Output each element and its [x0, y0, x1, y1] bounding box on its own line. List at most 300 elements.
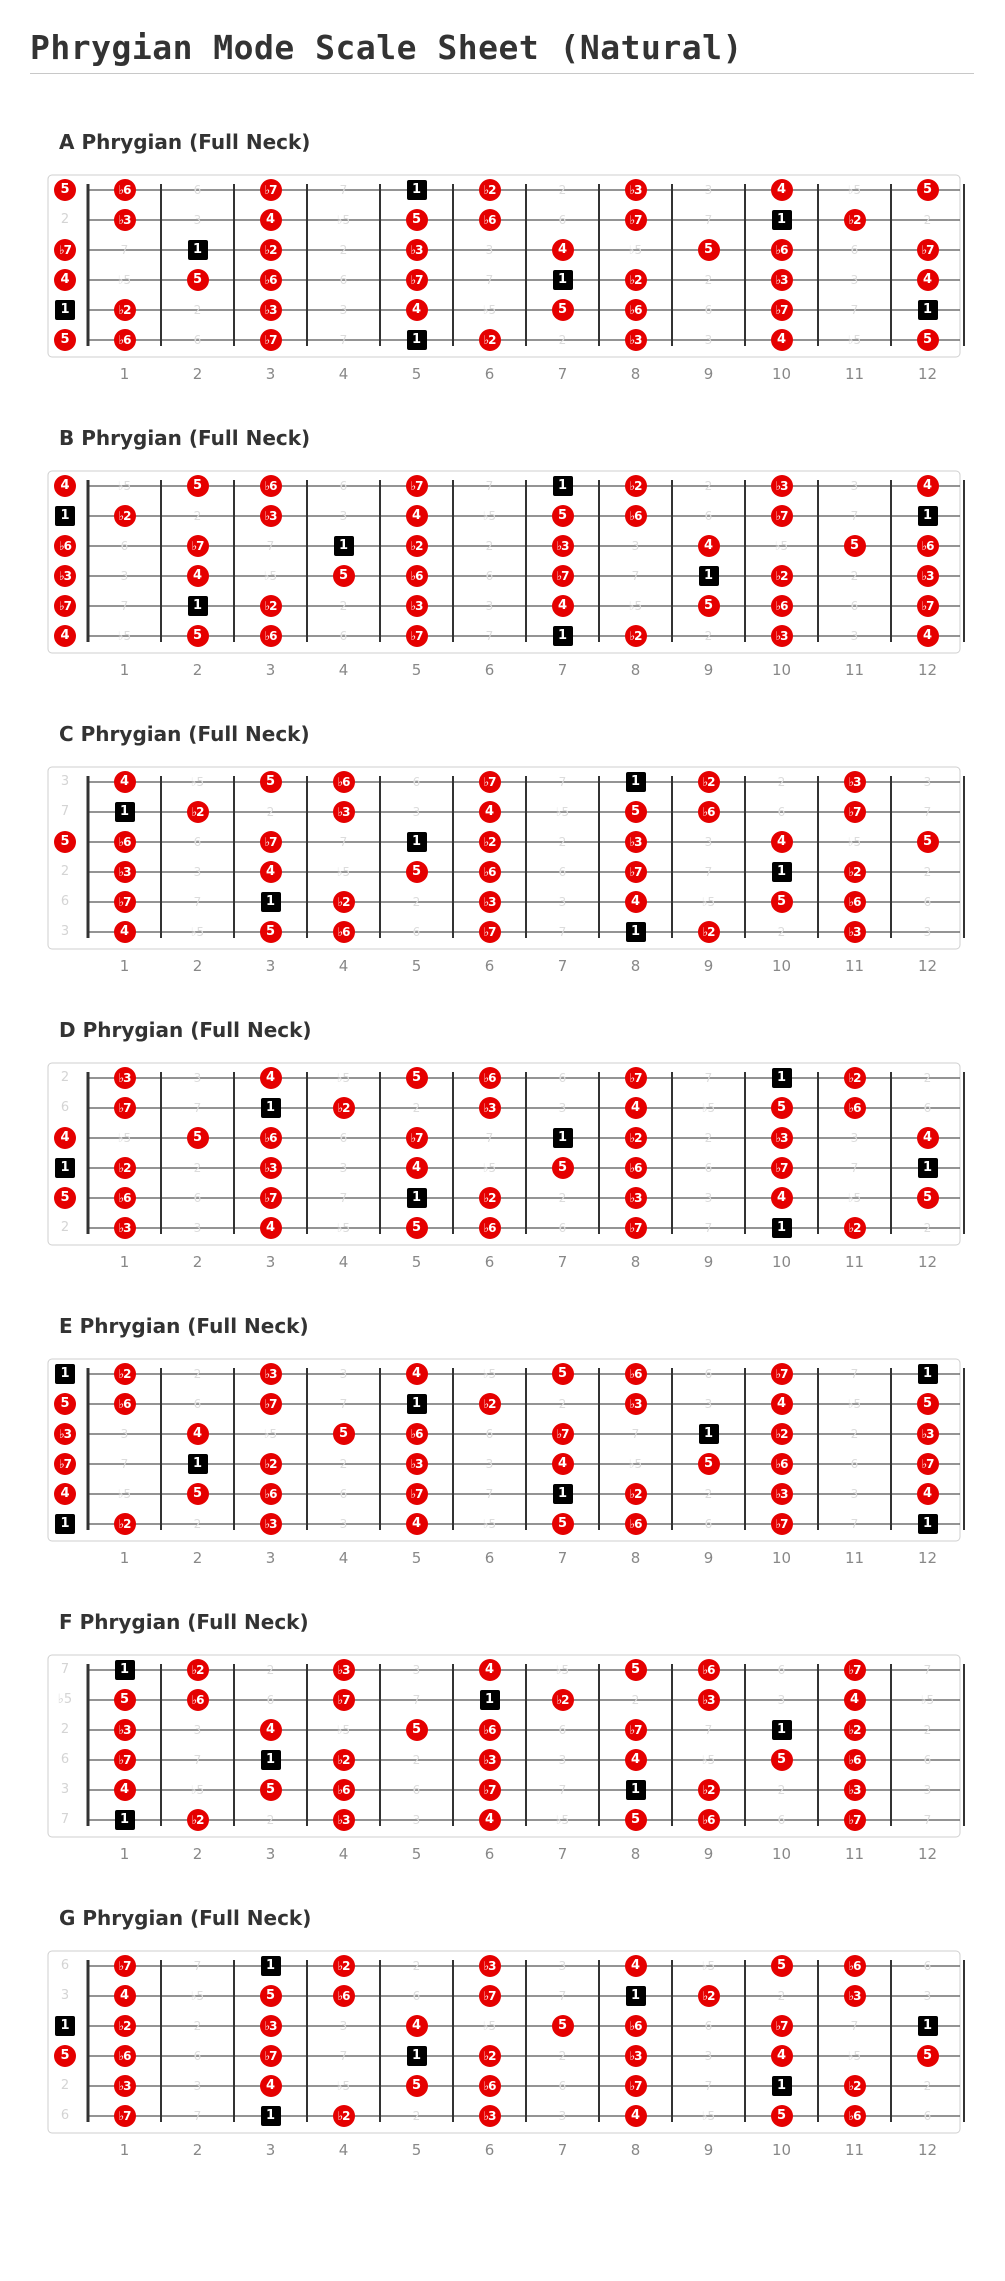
scale-note-marker: ♭6 [479, 209, 501, 231]
scale-note-marker: 5 [552, 505, 574, 527]
scale-note-marker: ♭7 [625, 1719, 647, 1741]
non-scale-note-label: 6 [485, 569, 494, 583]
scale-note-marker: ♭7 [771, 505, 793, 527]
scale-note-marker: 5 [917, 1187, 939, 1209]
scale-note-marker: ♭2 [333, 1955, 355, 1977]
scale-note-marker: ♭6 [406, 1423, 428, 1445]
non-scale-note-label: 3 [339, 2019, 348, 2033]
scale-note-marker: ♭2 [406, 535, 428, 557]
scale-note-marker: ♭7 [406, 475, 428, 497]
scale-note-marker: ♭3 [844, 921, 866, 943]
root-note-marker: 1 [261, 1956, 281, 1976]
scale-note-marker: 4 [625, 1955, 647, 1977]
scale-note-marker: 4 [479, 1809, 501, 1831]
non-scale-note-label: 6 [193, 2049, 202, 2063]
non-scale-note-label: ♭5 [847, 835, 862, 849]
non-scale-note-label: ♭5 [482, 1161, 497, 1175]
scale-note-marker: ♭6 [771, 239, 793, 261]
fretboard-frame [48, 767, 960, 949]
fret-number: 6 [484, 1845, 495, 1863]
scale-note-marker: ♭2 [260, 595, 282, 617]
root-note-marker: 1 [407, 1188, 427, 1208]
scale-note-marker: ♭2 [552, 1689, 574, 1711]
non-scale-note-label: 3 [558, 1959, 567, 1973]
non-scale-note-label: ♭5 [847, 333, 862, 347]
scale-note-marker: ♭7 [114, 1749, 136, 1771]
non-scale-note-label: 7 [485, 479, 494, 493]
non-scale-note-label: 2 [266, 1663, 275, 1677]
scale-note-marker: 5 [771, 2105, 793, 2127]
scale-note-marker: 4 [54, 475, 76, 497]
root-note-marker: 1 [553, 476, 573, 496]
non-scale-note-label: 3 [558, 1101, 567, 1115]
fret-number: 10 [771, 1549, 792, 1567]
fret-number: 4 [338, 1845, 349, 1863]
non-scale-note-label: 3 [631, 539, 640, 553]
non-scale-note-label: 6 [704, 1367, 713, 1381]
non-scale-note-label: 3 [850, 1487, 859, 1501]
scale-note-marker: 5 [260, 771, 282, 793]
root-note-marker: 1 [699, 566, 719, 586]
root-note-marker: 1 [407, 1394, 427, 1414]
non-scale-note-label: 2 [193, 1517, 202, 1531]
non-scale-note-label: 3 [558, 895, 567, 909]
non-scale-note-label: 2 [60, 2078, 70, 2093]
scale-note-marker: ♭6 [260, 625, 282, 647]
non-scale-note-label: ♭5 [190, 925, 205, 939]
scale-note-marker: 5 [187, 625, 209, 647]
scale-note-marker: ♭7 [406, 625, 428, 647]
non-scale-note-label: 3 [60, 924, 70, 939]
scale-note-marker: ♭2 [479, 329, 501, 351]
scale-note-marker: ♭6 [260, 1483, 282, 1505]
scale-note-marker: ♭3 [260, 1363, 282, 1385]
fretboard-frame [48, 1359, 960, 1541]
scale-note-marker: ♭6 [114, 2045, 136, 2067]
non-scale-note-label: 6 [704, 303, 713, 317]
scale-note-marker: 4 [260, 209, 282, 231]
scale-note-marker: 5 [698, 1453, 720, 1475]
non-scale-note-label: 7 [485, 1487, 494, 1501]
scale-note-marker: ♭6 [114, 1187, 136, 1209]
root-note-marker: 1 [918, 506, 938, 526]
scale-note-marker: ♭3 [844, 1985, 866, 2007]
non-scale-note-label: 3 [339, 1367, 348, 1381]
non-scale-note-label: ♭5 [701, 895, 716, 909]
root-note-marker: 1 [772, 1720, 792, 1740]
non-scale-note-label: 7 [339, 2049, 348, 2063]
scale-note-marker: 4 [260, 861, 282, 883]
non-scale-note-label: 7 [850, 1517, 859, 1531]
non-scale-note-label: 7 [704, 1221, 713, 1235]
scale-note-marker: ♭3 [333, 801, 355, 823]
scale-note-marker: ♭6 [333, 1779, 355, 1801]
non-scale-note-label: 6 [558, 1071, 567, 1085]
non-scale-note-label: 3 [120, 569, 129, 583]
scale-note-marker: ♭2 [114, 1513, 136, 1535]
scale-note-marker: 4 [406, 299, 428, 321]
non-scale-note-label: 6 [923, 895, 932, 909]
non-scale-note-label: 6 [704, 509, 713, 523]
fret-number: 3 [265, 957, 276, 975]
fret-number: 6 [484, 957, 495, 975]
non-scale-note-label: 3 [412, 805, 421, 819]
fret-number: 6 [484, 661, 495, 679]
non-scale-note-label: 3 [923, 925, 932, 939]
non-scale-note-label: 3 [704, 1191, 713, 1205]
root-note-marker: 1 [553, 270, 573, 290]
non-scale-note-label: 2 [412, 2109, 421, 2123]
non-scale-note-label: 2 [558, 1191, 567, 1205]
fret-number: 5 [411, 2141, 422, 2159]
non-scale-note-label: 6 [193, 835, 202, 849]
root-note-marker: 1 [407, 832, 427, 852]
non-scale-note-label: ♭5 [847, 1397, 862, 1411]
non-scale-note-label: 7 [485, 1131, 494, 1145]
non-scale-note-label: 2 [704, 1131, 713, 1145]
non-scale-note-label: 7 [485, 273, 494, 287]
non-scale-note-label: 7 [704, 213, 713, 227]
scale-note-marker: 5 [54, 179, 76, 201]
non-scale-note-label: 3 [193, 1723, 202, 1737]
non-scale-note-label: ♭5 [336, 1221, 351, 1235]
non-scale-note-label: ♭5 [701, 2109, 716, 2123]
scale-note-marker: ♭2 [698, 771, 720, 793]
non-scale-note-label: 3 [558, 2109, 567, 2123]
scale-note-marker: ♭3 [260, 2015, 282, 2037]
non-scale-note-label: ♭5 [482, 303, 497, 317]
non-scale-note-label: ♭5 [117, 1487, 132, 1501]
scale-note-marker: ♭7 [187, 535, 209, 557]
scale-section [0, 1906, 1005, 2186]
scale-note-marker: ♭7 [54, 239, 76, 261]
fret-number: 6 [484, 365, 495, 383]
scale-note-marker: 4 [844, 1689, 866, 1711]
scale-note-marker: ♭7 [479, 921, 501, 943]
scale-note-marker: 5 [552, 299, 574, 321]
fret-number: 9 [703, 661, 714, 679]
non-scale-note-label: 3 [193, 213, 202, 227]
fret-number: 7 [557, 2141, 568, 2159]
scale-note-marker: ♭7 [406, 1483, 428, 1505]
fret-number: 1 [119, 365, 130, 383]
scale-note-marker: 4 [54, 1483, 76, 1505]
scale-note-marker: ♭3 [479, 1955, 501, 1977]
scale-note-marker: ♭6 [260, 1127, 282, 1149]
scale-note-marker: ♭7 [625, 2075, 647, 2097]
fret-number: 4 [338, 661, 349, 679]
scale-note-marker: ♭7 [54, 595, 76, 617]
title-divider [30, 73, 974, 74]
non-scale-note-label: 2 [704, 629, 713, 643]
section-title: C Phrygian (Full Neck) [59, 722, 310, 746]
fretboard-frame [48, 1951, 960, 2133]
fret-number: 1 [119, 661, 130, 679]
fret-number: 10 [771, 2141, 792, 2159]
scale-note-marker: ♭7 [552, 1423, 574, 1445]
root-note-marker: 1 [261, 2106, 281, 2126]
non-scale-note-label: 6 [704, 1161, 713, 1175]
non-scale-note-label: ♭5 [190, 775, 205, 789]
scale-note-marker: ♭3 [114, 2075, 136, 2097]
scale-note-marker: ♭2 [333, 1749, 355, 1771]
fret-number: 5 [411, 1845, 422, 1863]
root-note-marker: 1 [772, 862, 792, 882]
non-scale-note-label: 3 [339, 1161, 348, 1175]
fret-number: 5 [411, 661, 422, 679]
fret-number: 1 [119, 1253, 130, 1271]
scale-note-marker: 5 [333, 565, 355, 587]
scale-note-marker: ♭6 [771, 1453, 793, 1475]
fret-number: 12 [917, 1549, 938, 1567]
fret-number: 3 [265, 1845, 276, 1863]
non-scale-note-label: 2 [923, 1071, 932, 1085]
non-scale-note-label: 3 [704, 2049, 713, 2063]
scale-note-marker: ♭3 [114, 1719, 136, 1741]
root-note-marker: 1 [55, 1514, 75, 1534]
root-note-marker: 1 [772, 2076, 792, 2096]
non-scale-note-label: ♭5 [555, 1663, 570, 1677]
root-note-marker: 1 [55, 1158, 75, 1178]
non-scale-note-label: 7 [60, 1812, 70, 1827]
fret-number: 11 [844, 1253, 865, 1271]
scale-note-marker: ♭7 [260, 2045, 282, 2067]
non-scale-note-label: 2 [777, 925, 786, 939]
non-scale-note-label: 2 [777, 775, 786, 789]
scale-note-marker: ♭6 [479, 861, 501, 883]
scale-note-marker: ♭7 [114, 891, 136, 913]
scale-note-marker: ♭6 [625, 1157, 647, 1179]
scale-note-marker: 5 [917, 179, 939, 201]
scale-note-marker: 5 [917, 831, 939, 853]
scale-note-marker: ♭2 [625, 475, 647, 497]
scale-note-marker: ♭7 [552, 565, 574, 587]
scale-note-marker: ♭7 [479, 1985, 501, 2007]
non-scale-note-label: ♭5 [482, 2019, 497, 2033]
non-scale-note-label: 6 [485, 1427, 494, 1441]
scale-note-marker: 4 [406, 1157, 428, 1179]
scale-note-marker: 4 [54, 625, 76, 647]
scale-note-marker: 5 [187, 1127, 209, 1149]
scale-note-marker: ♭2 [479, 179, 501, 201]
scale-section [0, 1018, 1005, 1298]
root-note-marker: 1 [407, 330, 427, 350]
scale-note-marker: 4 [114, 921, 136, 943]
non-scale-note-label: 3 [704, 333, 713, 347]
page-title: Phrygian Mode Scale Sheet (Natural) [30, 28, 743, 67]
fret-number: 7 [557, 1549, 568, 1567]
non-scale-note-label: 2 [193, 1367, 202, 1381]
scale-note-marker: ♭2 [187, 1809, 209, 1831]
non-scale-note-label: 6 [412, 775, 421, 789]
root-note-marker: 1 [626, 772, 646, 792]
root-note-marker: 1 [188, 240, 208, 260]
fret-number: 3 [265, 1253, 276, 1271]
non-scale-note-label: ♭5 [847, 2049, 862, 2063]
scale-note-marker: 4 [552, 239, 574, 261]
non-scale-note-label: 2 [485, 539, 494, 553]
scale-note-marker: ♭3 [625, 2045, 647, 2067]
scale-note-marker: 4 [698, 535, 720, 557]
scale-note-marker: ♭6 [114, 179, 136, 201]
non-scale-note-label: 6 [339, 479, 348, 493]
scale-note-marker: ♭3 [260, 505, 282, 527]
non-scale-note-label: 2 [558, 333, 567, 347]
fret-number: 5 [411, 365, 422, 383]
scale-section [0, 130, 1005, 410]
root-note-marker: 1 [553, 1484, 573, 1504]
scale-note-marker: ♭6 [260, 269, 282, 291]
scale-note-marker: 4 [260, 1067, 282, 1089]
scale-note-marker: ♭6 [625, 505, 647, 527]
non-scale-note-label: 2 [558, 183, 567, 197]
fret-number: 11 [844, 365, 865, 383]
non-scale-note-label: 2 [923, 865, 932, 879]
non-scale-note-label: 3 [923, 775, 932, 789]
non-scale-note-label: 7 [120, 599, 129, 613]
non-scale-note-label: ♭5 [263, 569, 278, 583]
scale-note-marker: ♭7 [844, 801, 866, 823]
scale-note-marker: ♭3 [333, 1809, 355, 1831]
fret-number: 8 [630, 1253, 641, 1271]
non-scale-note-label: 2 [60, 864, 70, 879]
scale-note-marker: ♭7 [625, 209, 647, 231]
scale-note-marker: ♭7 [333, 1689, 355, 1711]
non-scale-note-label: 6 [704, 1517, 713, 1531]
scale-note-marker: 5 [552, 1157, 574, 1179]
scale-note-marker: ♭3 [406, 239, 428, 261]
scale-note-marker: ♭3 [698, 1689, 720, 1711]
non-scale-note-label: 6 [339, 1487, 348, 1501]
non-scale-note-label: 6 [193, 183, 202, 197]
scale-note-marker: ♭6 [479, 1719, 501, 1741]
non-scale-note-label: 2 [850, 569, 859, 583]
fret-number: 12 [917, 2141, 938, 2159]
fret-number: 5 [411, 1253, 422, 1271]
non-scale-note-label: ♭5 [555, 1813, 570, 1827]
fret-number: 3 [265, 1549, 276, 1567]
non-scale-note-label: 6 [193, 1397, 202, 1411]
non-scale-note-label: 6 [339, 273, 348, 287]
non-scale-note-label: 7 [60, 804, 70, 819]
scale-note-marker: ♭2 [844, 861, 866, 883]
root-note-marker: 1 [553, 1128, 573, 1148]
non-scale-note-label: 6 [923, 1959, 932, 1973]
fret-number: 10 [771, 1845, 792, 1863]
scale-note-marker: ♭2 [114, 299, 136, 321]
non-scale-note-label: 7 [339, 1397, 348, 1411]
non-scale-note-label: 6 [60, 1752, 70, 1767]
scale-note-marker: ♭6 [844, 1097, 866, 1119]
fret-number: 4 [338, 365, 349, 383]
fret-number: 10 [771, 1253, 792, 1271]
scale-note-marker: ♭6 [406, 565, 428, 587]
non-scale-note-label: 7 [704, 1071, 713, 1085]
non-scale-note-label: 3 [485, 599, 494, 613]
scale-note-marker: 4 [771, 1393, 793, 1415]
scale-note-marker: ♭2 [698, 1779, 720, 1801]
scale-note-marker: 5 [187, 269, 209, 291]
non-scale-note-label: 2 [558, 1397, 567, 1411]
non-scale-note-label: 6 [60, 1100, 70, 1115]
scale-note-marker: 5 [406, 209, 428, 231]
non-scale-note-label: 3 [339, 303, 348, 317]
fret-number: 9 [703, 1845, 714, 1863]
non-scale-note-label: ♭5 [628, 243, 643, 257]
scale-note-marker: ♭6 [698, 1809, 720, 1831]
non-scale-note-label: ♭5 [701, 1753, 716, 1767]
fret-number: 5 [411, 1549, 422, 1567]
non-scale-note-label: 6 [704, 2019, 713, 2033]
fret-number: 9 [703, 1253, 714, 1271]
scale-note-marker: ♭2 [479, 1393, 501, 1415]
scale-note-marker: ♭6 [333, 921, 355, 943]
scale-note-marker: ♭7 [771, 1157, 793, 1179]
section-title: G Phrygian (Full Neck) [59, 1906, 312, 1930]
non-scale-note-label: 6 [558, 1723, 567, 1737]
non-scale-note-label: ♭5 [482, 509, 497, 523]
non-scale-note-label: ♭5 [920, 1693, 935, 1707]
scale-note-marker: 5 [917, 1393, 939, 1415]
root-note-marker: 1 [918, 1158, 938, 1178]
non-scale-note-label: 7 [704, 865, 713, 879]
scale-note-marker: 5 [54, 1393, 76, 1415]
non-scale-note-label: 3 [412, 1813, 421, 1827]
scale-note-marker: ♭3 [479, 2105, 501, 2127]
scale-note-marker: ♭3 [625, 1187, 647, 1209]
root-note-marker: 1 [699, 1424, 719, 1444]
scale-note-marker: ♭6 [844, 2105, 866, 2127]
non-scale-note-label: ♭5 [57, 1692, 73, 1707]
root-note-marker: 1 [55, 506, 75, 526]
root-note-marker: 1 [334, 536, 354, 556]
non-scale-note-label: 6 [193, 1191, 202, 1205]
scale-note-marker: 5 [771, 1749, 793, 1771]
fretboard-frame [48, 1063, 960, 1245]
scale-note-marker: ♭3 [917, 565, 939, 587]
non-scale-note-label: 7 [193, 1753, 202, 1767]
fret-number: 4 [338, 1549, 349, 1567]
non-scale-note-label: ♭5 [117, 479, 132, 493]
fret-number: 3 [265, 2141, 276, 2159]
non-scale-note-label: 3 [412, 1663, 421, 1677]
non-scale-note-label: ♭5 [847, 1191, 862, 1205]
scale-note-marker: ♭7 [54, 1453, 76, 1475]
scale-note-marker: 4 [187, 565, 209, 587]
non-scale-note-label: 7 [193, 895, 202, 909]
scale-note-marker: ♭2 [771, 565, 793, 587]
scale-note-marker: 4 [406, 2015, 428, 2037]
non-scale-note-label: ♭5 [701, 1101, 716, 1115]
non-scale-note-label: 6 [339, 629, 348, 643]
non-scale-note-label: 3 [193, 1071, 202, 1085]
non-scale-note-label: ♭5 [701, 1959, 716, 1973]
root-note-marker: 1 [772, 210, 792, 230]
scale-note-marker: 4 [260, 1719, 282, 1741]
root-note-marker: 1 [115, 1810, 135, 1830]
scale-note-marker: 4 [260, 2075, 282, 2097]
fret-number: 2 [192, 957, 203, 975]
fret-number: 4 [338, 957, 349, 975]
non-scale-note-label: 7 [339, 1191, 348, 1205]
fret-number: 1 [119, 2141, 130, 2159]
root-note-marker: 1 [553, 626, 573, 646]
scale-note-marker: 5 [406, 1719, 428, 1741]
non-scale-note-label: 2 [923, 213, 932, 227]
fret-number: 5 [411, 957, 422, 975]
non-scale-note-label: ♭5 [190, 1783, 205, 1797]
non-scale-note-label: 2 [558, 2049, 567, 2063]
